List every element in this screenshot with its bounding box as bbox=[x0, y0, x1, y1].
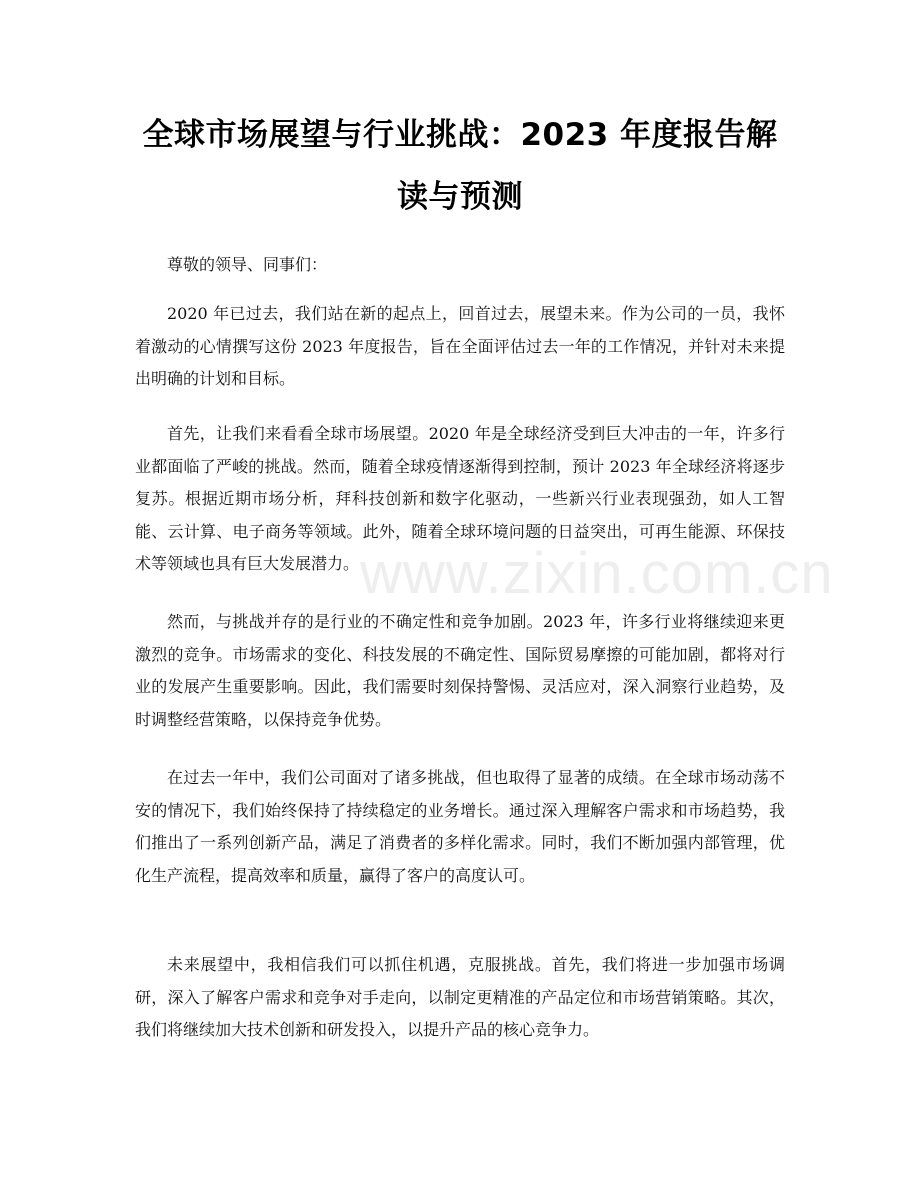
watermark: www.zixin.com.cn bbox=[360, 541, 834, 606]
paragraph-1: 2020 年已过去，我们站在新的起点上，回首过去，展望未来。作为公司的一员，我怀着激动的心情撰写这份 2023 年度报告，旨在全面评估过去一年的工作情况，并针对未来提出明确的计划和目标。 bbox=[135, 304, 785, 389]
document-title bbox=[120, 104, 800, 228]
paragraph-4: 在过去一年中，我们公司面对了诸多挑战，但也取得了显著的成绩。在全球市场动荡不安的情况下，我们始终保持了持续稳定的业务增长。通过深入理解客户需求和市场趋势，我们推出了一系列创新产品，满足了消费者的多样化需求。同时，我们不断加强内部管理，优化生产流程，提高效率和质量，赢得了客户的高度认可。 bbox=[135, 768, 785, 885]
greeting: 尊敬的领导、同事们： bbox=[167, 255, 328, 274]
paragraph-3: 然而，与挑战并存的是行业的不确定性和竞争加剧。2023 年，许多行业将继续迎来更激烈的竞争。市场需求的变化、科技发展的不确定性、国际贸易摩擦的可能加剧，都将对行业的发展产生重要影响。因此，我们需要时刻保持警惕、灵活应对，深入洞察行业趋势，及时调整经营策略，以保持竞争优势。 bbox=[135, 612, 785, 729]
paragraph-5: 未来展望中，我相信我们可以抓住机遇，克服挑战。首先，我们将进一步加强市场调研，深入了解客户需求和竞争对手走向，以制定更精准的产品定位和市场营销策略。其次，我们将继续加大技术创新和研发投入，以提升产品的核心竞争力。 bbox=[135, 955, 785, 1040]
title-line-1: 全球市场展望与行业挑战：2023 年度报告解 bbox=[142, 117, 778, 153]
title-line-2: 读与预测 bbox=[397, 179, 523, 215]
paragraph-2: 首先，让我们来看看全球市场展望。2020 年是全球经济受到巨大冲击的一年，许多行业都面临了严峻的挑战。然而，随着全球疫情逐渐得到控制，预计 2023 年全球经济将逐步复苏。根据近期市场分析，拜科技创新和数字化驱动，一些新兴行业表现强劲，如人工智能、云计算、电子商务等领域。此外，随着全球环境问题的日益突出，可再生能源、环保技术等领域也具有巨大发展潜力。 bbox=[135, 424, 785, 574]
